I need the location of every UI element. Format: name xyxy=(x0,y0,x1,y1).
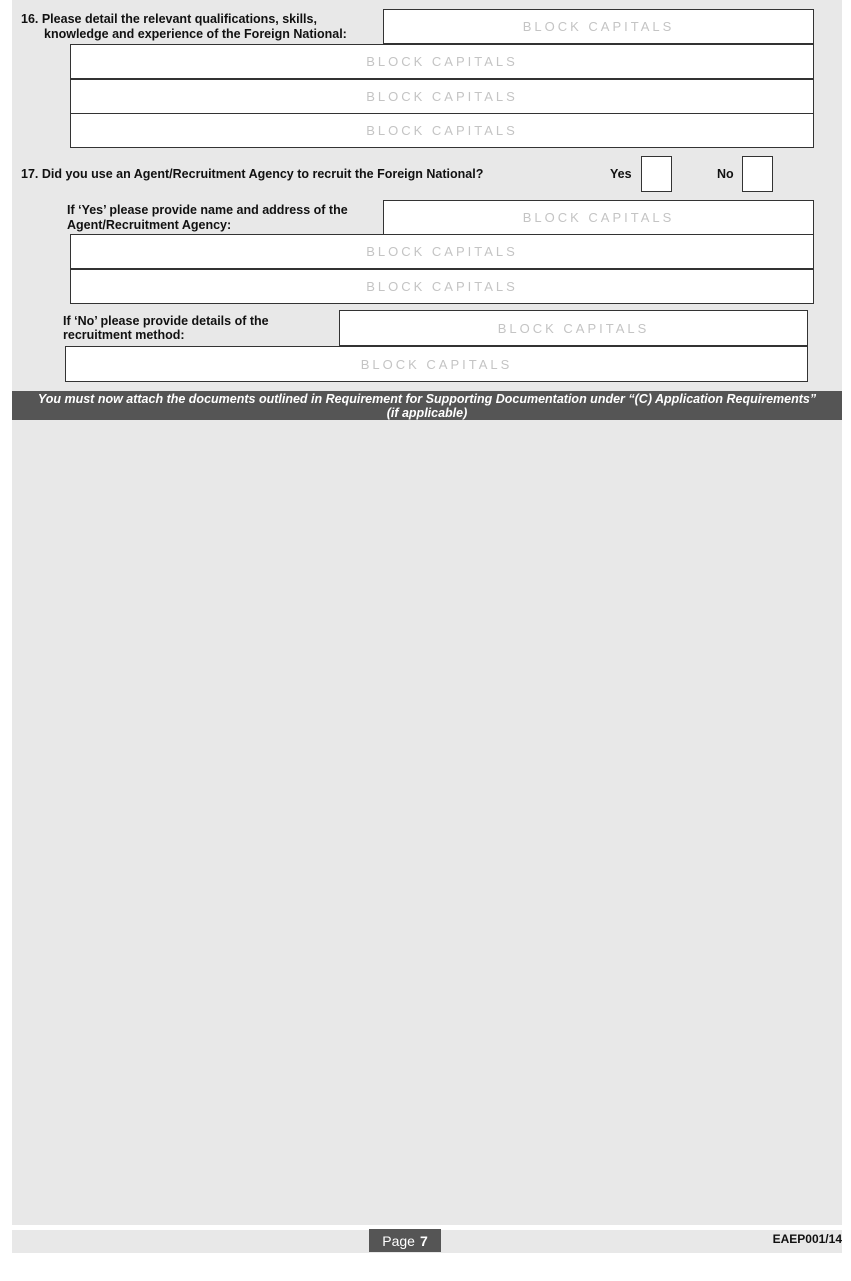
q16-field-2[interactable] xyxy=(70,44,814,79)
yes-checkbox[interactable] xyxy=(641,156,672,192)
q17-yes-detail-line2: Agent/Recruitment Agency: xyxy=(67,218,232,232)
q16-field-3[interactable] xyxy=(70,79,814,114)
q17-no-detail-line1: If ‘No’ please provide details of the xyxy=(63,314,269,328)
page-number: 7 xyxy=(419,1232,428,1249)
q17-no-detail-line2: recruitment method: xyxy=(63,328,185,342)
form-code: EAEP001/14 xyxy=(772,1232,842,1246)
agency-field-2[interactable] xyxy=(70,234,814,269)
question-16-label-line1: 16. Please detail the relevant qualifications, skills, xyxy=(21,12,317,26)
recruitment-method-field-1[interactable] xyxy=(339,310,808,346)
notice-line2: (if applicable) xyxy=(386,406,468,420)
question-16-label-line2: knowledge and experience of the Foreign National: xyxy=(44,27,347,41)
q17-yes-detail-line1: If ‘Yes’ please provide name and address of the xyxy=(67,203,348,217)
yes-label: Yes xyxy=(610,167,632,181)
q16-field-4[interactable] xyxy=(70,113,814,148)
no-checkbox[interactable] xyxy=(742,156,773,192)
page-number-badge xyxy=(369,1229,441,1252)
page-word: Page xyxy=(382,1232,415,1249)
recruitment-method-field-2[interactable] xyxy=(65,346,808,382)
agency-field-3[interactable] xyxy=(70,269,814,304)
no-label: No xyxy=(717,167,734,181)
question-17-label: 17. Did you use an Agent/Recruitment Agency to recruit the Foreign National? xyxy=(21,167,484,181)
agency-field-1[interactable] xyxy=(383,200,814,235)
form-page-background xyxy=(12,0,842,1225)
q16-field-1[interactable] xyxy=(383,9,814,44)
notice-line1: You must now attach the documents outlined in Requirement for Supporting Documentation under “(C) Application Requirements” xyxy=(37,392,817,406)
supporting-documents-notice xyxy=(12,391,842,420)
